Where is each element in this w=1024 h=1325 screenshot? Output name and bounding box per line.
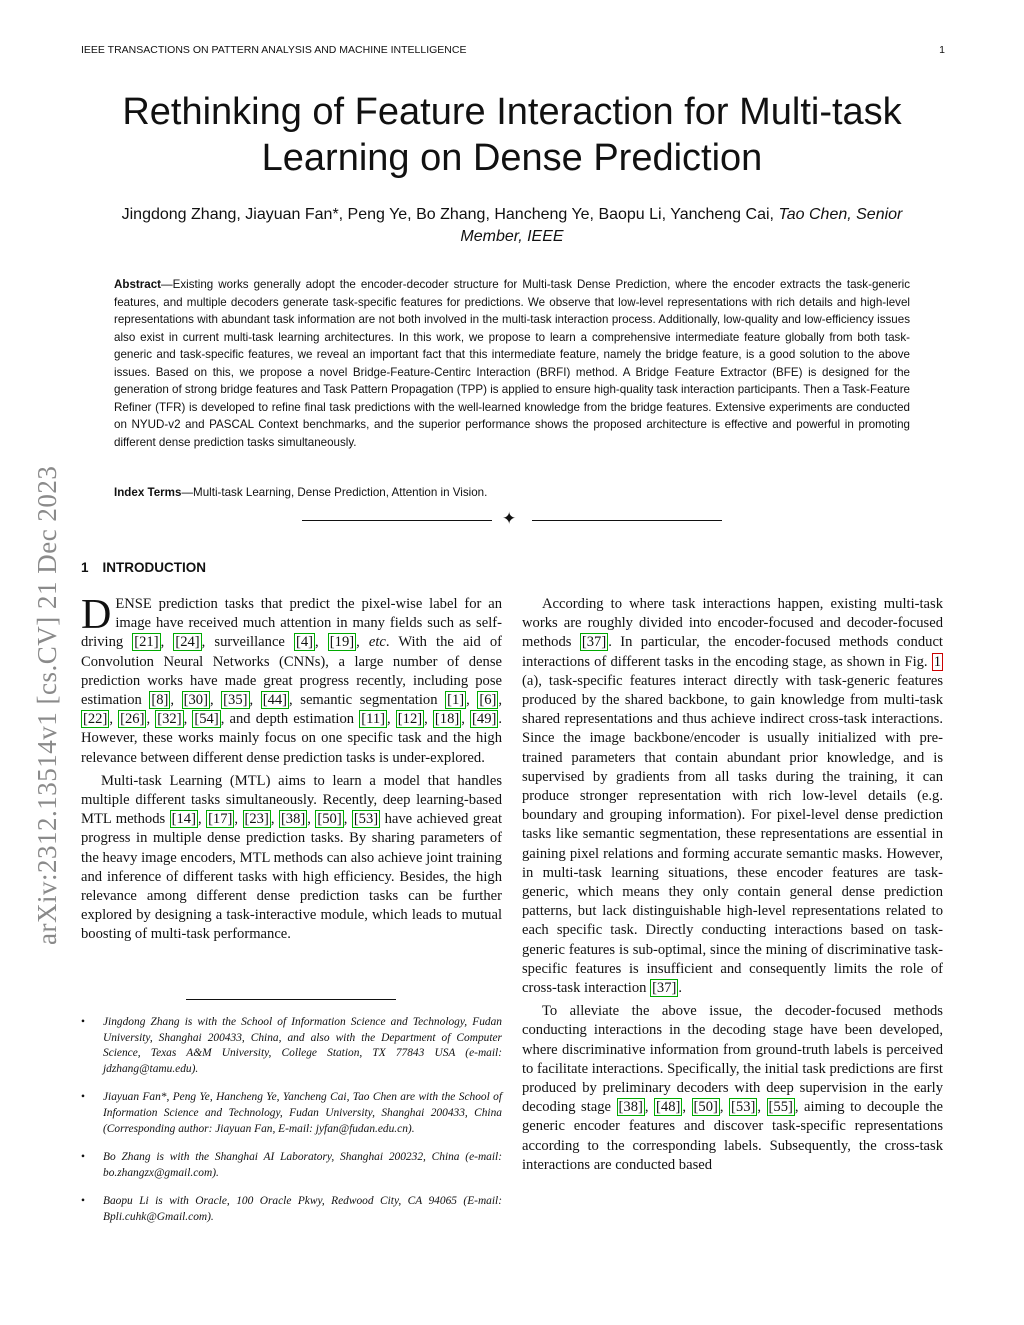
citation-link[interactable]: [11] [361,711,385,728]
index-terms-label: Index Terms [114,486,182,499]
footnote-item [81,1015,502,1077]
citation-link[interactable]: [30] [183,692,208,709]
citation-link[interactable]: [50] [317,811,342,828]
citation-link[interactable]: [26] [120,711,145,728]
text-run: According to where task interactions happen, existing multi-task works are roughly divided into encoder-focused and decoder-focused methods [522,596,943,651]
text-run: have achieved great progress in multiple dense prediction tasks. By sharing parameters of the heavy image encoders, MTL methods can also achieve joint training and inference of different tasks with high efficiency. Besides, the high relevance among different dense prediction tasks can be further explored by designing a task-interactive module, which leads to mutual boosting of multi-task performance. [81,811,503,943]
text-run: prediction tasks that predict the pixel-wise label for an image have received much attention in many fields such as self-driving [81,596,502,651]
footnote-text: Jiayuan Fan*, Peng Ye, Hancheng Ye, Yancheng Cai, Tao Chen are with the School of Information Science and Technology, Fudan University, Shanghai 200433, China (Corresponding author: Jiayuan Fan, E-mail: jyfan@fudan.edu.cn). [103,1091,502,1135]
paper-title [60,89,964,181]
index-terms [114,486,910,499]
author-names: Jingdong Zhang, Jiayuan Fan*, Peng Ye, Bo Zhang, Hancheng Ye, Baopu Li, Yancheng Cai, [121,206,774,223]
divider-diamond-icon: ✦ [502,509,517,529]
citation-link[interactable]: [37] [581,634,607,651]
footnote-text: Jingdong Zhang is with the School of Information Science and Technology, Fudan University, Shanghai 200433, China, and also with the Department of Computer Science, Texas A&M University, College Station, TX 77843 USA (e-mail: jdzhang@tamu.edu). [103,1016,502,1075]
intro-paragraph-2: Multi-task Learning (MTL) aims to learn a model that handles multiple different tasks simultaneously. Recently, deep learning-based MTL methods [14] , [17] , [23] , [38] , [50] , [53] have achieved great progress in multiple dense prediction tasks. By sharing parameters of the heavy image encoders, MTL methods can also achieve joint training and inference of different tasks with high efficiency. Besides, the high relevance among different dense prediction tasks can be further explored by designing a task-interactive module, which leads to mutual boosting of multi-task performance. [81,772,503,943]
footnote-item [81,1194,502,1225]
footnote-item [81,1150,502,1181]
footnotes [81,1015,502,1239]
text-run: . In particular, the encoder-focused methods conduct interactions of different tasks in the encoding stage, as shown in Fig. [522,634,943,670]
author-list [100,204,924,248]
citation-link[interactable]: [19] [329,634,355,651]
footnote-text: Bo Zhang is with the Shanghai AI Laboratory, Shanghai 200232, China (e-mail: bo.zhangzx@gmail.com). [103,1151,502,1179]
citation-link[interactable]: [18] [434,711,460,728]
citation-link[interactable]: [17] [208,811,233,828]
divider-line-left [302,520,492,521]
citation-link[interactable]: [32] [157,711,182,728]
text-run: Multi-task Learning (MTL) aims to learn a model that handles multiple different tasks simultaneously. Recently, deep learning-based MTL methods [81,772,502,828]
citation-link[interactable]: [49] [472,711,497,728]
drop-cap: D [81,592,112,638]
citation-link[interactable]: [12] [397,711,423,728]
intro-paragraph-1: DENSE prediction tasks that predict the pixel-wise label for an image have received much attention in many fields such as self-driving [21] , [24] , surveillance [4] , [19] , etc. With the aid of Convolution Neural Networks (CNNs), a large number of dense prediction works have made great progress recently, including pose estimation [8] , [30] , [35] , [44] , semantic segmentation [1] , [6] , [22] , [26] , [32] , [54] , and depth estimation [11] , [12] , [18] , [49] . However, these works mainly focus on one specific task and the high relevance between different dense prediction tasks is under-explored. [81,592,503,766]
text-run: . With the aid of Convolution Neural Networks (CNNs), a large number of dense prediction works have made great progress recently, including pose estimation [81,634,503,709]
intro-paragraph-3 [522,595,943,998]
title-line-2: Learning on Dense Prediction [261,137,763,179]
section-divider [302,509,722,529]
citation-link[interactable]: [53] [731,1099,756,1116]
footnote-text: Baopu Li is with Oracle, 100 Oracle Pkwy, Redwood City, CA 94065 (E-mail: Bpli.cuhk@Gmail.com). [103,1195,502,1223]
index-terms-text: —Multi-task Learning, Dense Prediction, Attention in Vision. [181,486,488,499]
citation-link[interactable]: [21] [134,634,159,651]
text-run: To alleviate the above issue, the decoder-focused methods conducting interactions in the decoding stage have been developed, where discriminative information from ground-truth labels is perceived to facilitate interactions. Specifically, the initial task predictions are first produced by preliminary decoders with deep supervision in the early decoding stage [522,1003,943,1116]
left-column [81,592,503,949]
bullet-icon: • [81,1195,85,1208]
smallcaps-word: ENSE [115,596,152,612]
citation-link[interactable]: [22] [83,711,108,728]
abstract-label: Abstract [114,278,162,291]
citation-link[interactable]: [6] [479,692,497,709]
citation-link[interactable]: [24] [175,634,200,651]
citation-link[interactable]: [8] [151,692,169,709]
citation-link[interactable]: [1] [447,692,465,709]
citation-link[interactable]: [53] [353,811,379,828]
section-heading [81,560,206,575]
bullet-icon: • [81,1151,85,1164]
section-number: 1 [81,560,89,575]
bullet-icon: • [81,1016,85,1028]
citation-link[interactable]: [4] [296,634,314,651]
citation-link[interactable]: [38] [280,811,306,828]
running-header [81,44,945,56]
citation-link[interactable]: [48] [656,1099,681,1116]
abstract-text: —Existing works generally adopt the encoder-decoder structure for Multi-task Dense Prediction, where the encoder extracts the task-generic features, and multiple decoders generate task-specific features for predictions. We observe that low-level representations with rich details and high-level representations with abundant task information are not both involved in the multi-task interaction process. Additionally, low-quality and low-efficiency issues also exist in current multi-task learning architectures. In this work, we propose to learn a comprehensive intermediate feature globally from both task-generic and task-specific features, we reveal an important fact that this intermediate feature, namely the bridge feature, is a good solution to the above issues. Based on this, we propose a novel Bridge-Feature-Centirc Interaction (BRFI) method. A Bridge Feature Extractor (BFE) is designed for the generation of strong bridge features and Task Pattern Propagation (TPP) is applied to ensure high-quality task interaction participants. Then a Task-Feature Refiner (TFR) is developed to refine final task predictions with the well-learned knowledge from the bridge features. Extensive experiments are conducted on NYUD-v2 and PASCAL Context benchmarks, and the superior performance shows the proposed architecture is effective and powerful in promoting different dense prediction tasks simultaneously. [114,278,910,449]
citation-link[interactable]: [50] [693,1099,718,1116]
text-run: . [678,980,683,997]
citation-link[interactable]: [44] [262,692,288,709]
etc-text: etc [368,634,386,651]
section-title: INTRODUCTION [102,560,207,575]
footnote-item [81,1090,502,1137]
arxiv-stamp: arXiv:2312.13514v1 [cs.CV] 21 Dec 2023 [32,465,62,945]
text-run: . However, these works mainly focus on one specific task and the high relevance between different dense prediction tasks is under-explored. [81,711,503,766]
bullet-icon: • [81,1091,85,1104]
citation-link[interactable]: [14] [171,811,196,828]
right-column [522,595,943,1179]
divider-line-right [532,520,722,521]
text-run: , and depth estimation [220,711,360,728]
citation-link[interactable]: [23] [244,811,269,828]
citation-link[interactable]: [38] [618,1099,643,1116]
text-run: , aiming to decouple the generic encoder features and discover task-specific representations according to the corresponding labels. Subsequently, the cross-task interactions are conducted based [522,1099,943,1173]
author-names-italic: Tao Chen, Senior Member, IEEE [460,206,903,245]
text-run: (a), task-specific features interact directly with task-generic features produced by the shared backbone, to gain knowledge from multi-task shared representations and thus achieve indirect cross-task interactions. Since the image backbone/encoder is usually initialized with pre-trained parameters that contain abundant prior knowledge, and is supervised by gradients from all tasks during the training, it can produce stronger representation with rich low-level details (e.g. boundary and grouping information). For pixel-level dense prediction tasks like semantic segmentation, these representations are essential in gaining pixel relations and forming accurate semantic masks. However, in multi-task learning situations, these encoder features are task-generic, which means they only contain general dense prediction patterns, but lack distinguishable high-level representations related to each specific task. Directly conducting interactions based on task-generic features is sub-optimal, since the mining of discriminative task-specific features is insufficient and consequently limits the role of cross-task interaction [522,672,943,997]
intro-paragraph-4: To alleviate the above issue, the decoder-focused methods conducting interactions in the decoding stage have been developed, where discriminative information from ground-truth labels is perceived to facilitate interactions. Specifically, the initial task predictions are first produced by preliminary decoders with deep supervision in the early decoding stage [38] , [48] , [50] , [53] , [55] , aiming to decouple the generic encoder features and discover task-specific representations according to the corresponding labels. Subsequently, the cross-task interactions are conducted based [522,1003,943,1173]
citation-link[interactable]: [37] [652,980,677,997]
citation-link[interactable]: [54] [194,711,219,728]
text-run: , semantic segmentation [289,692,446,709]
abstract [114,276,910,451]
title-line-1: Rethinking of Feature Interaction for Multi-task [122,91,902,133]
citation-link[interactable]: [55] [768,1099,793,1116]
figure-link[interactable]: 1 [933,653,941,670]
page-number: 1 [939,44,945,56]
citation-link[interactable]: [35] [223,692,248,709]
journal-name: IEEE TRANSACTIONS ON PATTERN ANALYSIS AND MACHINE INTELLIGENCE [81,44,467,56]
text-run: , surveillance [201,634,294,651]
footnote-rule [186,999,396,1000]
